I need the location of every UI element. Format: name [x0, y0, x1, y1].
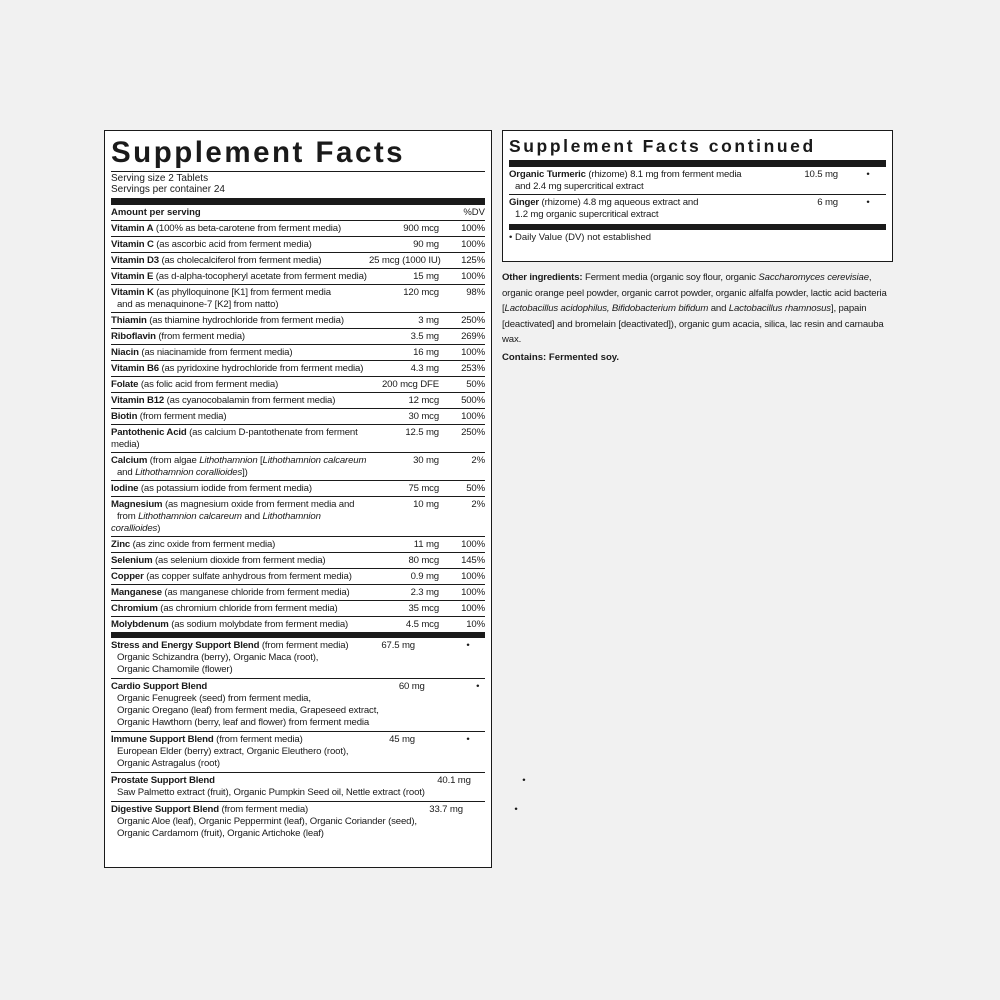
continued-desc: 1.2 mg organic supercritical extract: [515, 209, 659, 220]
nutrient-name: Vitamin A: [111, 223, 154, 234]
nutrient-desc: (100% as beta-carotene from ferment media): [155, 223, 342, 234]
mineral-list: [111, 537, 485, 633]
blend-row: [111, 802, 518, 842]
nutrient-name: Pantothenic Acid: [111, 427, 187, 438]
nutrient-row: [111, 253, 485, 269]
nutrient-amount: 900 mcg: [403, 223, 439, 234]
nutrient-name: Zinc: [111, 539, 131, 550]
nutrient-dv: 50%: [466, 483, 485, 494]
other-ingredients-text: and: [708, 303, 729, 315]
nutrient-cell: [111, 223, 369, 235]
nutrient-row: [111, 361, 485, 377]
nutrient-desc: (as pyridoxine hydrochloride from ferment media): [161, 363, 364, 374]
nutrient-name: Calcium: [111, 455, 148, 466]
nutrient-dv: 125%: [461, 255, 485, 266]
nutrient-amount: 0.9 mg: [410, 571, 439, 582]
continued-title: Supplement Facts continued: [509, 136, 816, 156]
nutrient-amount: 90 mg: [413, 239, 439, 250]
nutrient-desc: (as cholecalciferol from ferment media): [161, 255, 322, 266]
blend-dv: •: [514, 804, 518, 815]
nutrient-row: [111, 393, 485, 409]
blend-name: Stress and Energy Support Blend: [111, 640, 260, 651]
nutrient-amount: 11 mg: [413, 539, 439, 550]
nutrient-amount: 4.3 mg: [410, 363, 439, 374]
blend-amount: 45 mg: [389, 734, 415, 745]
continued-dv: •: [866, 197, 870, 208]
nutrient-dv: 100%: [461, 347, 485, 358]
nutrient-desc: [: [257, 455, 263, 466]
nutrient-name: Vitamin C: [111, 239, 154, 250]
continued-desc: (rhizome) 4.8 mg aqueous extract and: [541, 197, 699, 208]
nutrient-name: Iodine: [111, 483, 139, 494]
continued-name: Organic Turmeric: [509, 169, 586, 180]
nutrient-desc: (as copper sulfate anhydrous from ferment media): [146, 571, 352, 582]
nutrient-row: [111, 237, 485, 253]
nutrient-name: Vitamin D3: [111, 255, 159, 266]
other-ingredients-text: Lactobacillus acidophilus, Bifidobacterium bifidum: [504, 303, 709, 315]
blend-name: Immune Support Blend: [111, 734, 214, 745]
nutrient-desc: and: [241, 511, 263, 522]
nutrient-dv: 100%: [461, 239, 485, 250]
nutrient-dv: 250%: [461, 427, 485, 438]
nutrient-name: Thiamin: [111, 315, 147, 326]
nutrient-amount: 16 mg: [413, 347, 439, 358]
nutrient-amount: 120 mcg: [403, 287, 439, 298]
nutrient-name: Molybdenum: [111, 619, 169, 630]
blend-dv: •: [522, 775, 526, 786]
blend-ingredients: European Elder (berry) extract, Organic Eleuthero (root),: [117, 746, 349, 757]
nutrient-row-magnesium: [111, 497, 485, 537]
nutrient-desc: (as d-alpha-tocopheryl acetate from ferment media): [155, 271, 367, 282]
nutrient-desc: (as zinc oxide from ferment media): [132, 539, 276, 550]
nutrient-desc: (as selenium dioxide from ferment media): [154, 555, 326, 566]
nutrient-cell: [111, 315, 369, 327]
other-ingredients-text: , organic orange peel powder, organic carrot powder, organic alfalfa powder, lactic acid bacteria [: [502, 272, 887, 315]
nutrient-dv: 10%: [466, 619, 485, 630]
nutrient-desc: Lithothamnion corallioides: [135, 467, 243, 478]
nutrient-cell: [111, 331, 369, 343]
nutrient-name: Vitamin B6: [111, 363, 159, 374]
nutrient-cell: [111, 411, 369, 423]
dv-footnote: • Daily Value (DV) not established: [509, 232, 652, 243]
amount-per-serving-label: Amount per serving: [111, 207, 201, 218]
nutrient-row-iodine: [111, 481, 485, 497]
nutrient-name: Niacin: [111, 347, 139, 358]
other-ingredients: [502, 270, 894, 348]
nutrient-row: [111, 617, 485, 633]
nutrient-dv: 100%: [461, 271, 485, 282]
blend-ingredients: Organic Cardamom (fruit), Organic Artichoke (leaf): [117, 828, 324, 839]
nutrient-row: [111, 425, 485, 453]
nutrient-row-calcium: [111, 453, 485, 481]
other-ingredients-text: Ferment media (organic soy flour, organic: [582, 272, 759, 283]
nutrient-row: [111, 601, 485, 617]
continued-desc: (rhizome) 8.1 mg from ferment media: [588, 169, 742, 180]
nutrient-desc: Lithothamnion corallioides: [111, 511, 321, 534]
blend-desc: (from ferment media): [221, 804, 309, 815]
blend-dv: •: [466, 640, 470, 651]
supplement-facts-continued-panel: [502, 130, 893, 262]
continued-cell: [509, 169, 774, 193]
nutrient-desc: (as sodium molybdate from ferment media): [171, 619, 349, 630]
nutrient-cell: [111, 603, 369, 615]
blend-dv: •: [476, 681, 480, 692]
continued-list: [509, 167, 886, 222]
nutrient-desc: Lithothamnion calcareum: [262, 455, 367, 466]
nutrient-name: Biotin: [111, 411, 138, 422]
nutrient-list: [111, 221, 485, 453]
blend-ingredients: Organic Fenugreek (seed) from ferment media,: [117, 693, 311, 704]
nutrient-dv: 2%: [471, 499, 485, 510]
blend-ingredients: Saw Palmetto extract (fruit), Organic Pumpkin Seed oil, Nettle extract (root): [117, 787, 425, 798]
dv-header: %DV: [463, 207, 485, 218]
nutrient-dv: 250%: [461, 315, 485, 326]
blend-cell: [111, 681, 379, 729]
nutrient-cell: [111, 539, 369, 551]
nutrient-row: [111, 329, 485, 345]
nutrient-row: [111, 221, 485, 237]
contains-statement: Contains: Fermented soy.: [502, 352, 620, 363]
continued-amount: 10.5 mg: [804, 169, 838, 180]
blend-amount: 40.1 mg: [437, 775, 471, 786]
nutrient-row: [111, 285, 485, 313]
nutrient-amount: 15 mg: [413, 271, 439, 282]
continued-dv: •: [866, 169, 870, 180]
nutrient-desc: Lithothamnion: [199, 455, 258, 466]
nutrient-amount: 200 mcg DFE: [382, 379, 439, 390]
nutrient-amount: 80 mcg: [408, 555, 439, 566]
nutrient-desc: (as calcium D-pantothenate from ferment media): [111, 427, 358, 450]
blend-amount: 60 mg: [398, 681, 425, 692]
nutrient-cell: [111, 587, 369, 599]
nutrient-row: [111, 553, 485, 569]
nutrient-amount: 12.5 mg: [405, 427, 439, 438]
blend-cell: [111, 775, 425, 799]
nutrient-dv: 98%: [466, 287, 485, 298]
nutrient-desc: (as folic acid from ferment media): [140, 379, 279, 390]
continued-row: [509, 167, 886, 195]
nutrient-desc: (as phylloquinone [K1] from ferment media: [156, 287, 331, 298]
nutrient-cell: [111, 379, 369, 391]
nutrient-amount: 30 mcg: [408, 411, 439, 422]
nutrient-row: [111, 313, 485, 329]
nutrient-name: Vitamin B12: [111, 395, 165, 406]
nutrient-name: Magnesium: [111, 499, 163, 510]
nutrient-amount: 12 mcg: [408, 395, 439, 406]
serving-size: Serving size 2 Tablets: [111, 173, 209, 184]
nutrient-desc: and as menaquinone-7 [K2] from natto): [117, 299, 279, 310]
nutrient-row: [111, 269, 485, 285]
nutrient-amount: 3 mg: [418, 315, 439, 326]
nutrient-row: [111, 409, 485, 425]
blend-ingredients: Organic Aloe (leaf), Organic Peppermint (leaf), Organic Coriander (seed),: [117, 816, 417, 827]
nutrient-dv: 100%: [461, 223, 485, 234]
nutrient-cell: [111, 619, 369, 631]
nutrient-dv: 100%: [461, 571, 485, 582]
blend-desc: (from ferment media): [261, 640, 349, 651]
blend-ingredients: Organic Astragalus (root): [117, 758, 220, 769]
other-ingredients-text: ], papain [deactivated] and bromelain [deactivated]), organic gum acacia, silica, lac resin and carnauba wax.: [502, 303, 884, 346]
nutrient-dv: 100%: [461, 539, 485, 550]
continued-desc: and 2.4 mg supercritical extract: [515, 181, 644, 192]
nutrient-cell: [111, 271, 369, 283]
nutrient-dv: 50%: [466, 379, 485, 390]
blend-ingredients: Organic Chamomile (flower): [117, 664, 233, 675]
blend-cell: [111, 640, 369, 676]
nutrient-desc: (from ferment media): [158, 331, 245, 342]
nutrient-amount: 25 mcg (1000 IU): [369, 255, 441, 266]
nutrient-cell: [111, 347, 369, 359]
nutrient-cell: [111, 555, 369, 567]
nutrient-amount: 30 mg: [413, 455, 439, 466]
blend-ingredients: Organic Oregano (leaf) from ferment media, Grapeseed extract,: [117, 705, 379, 716]
nutrient-amount: 10 mg: [413, 499, 439, 510]
nutrient-dv: 500%: [461, 395, 485, 406]
other-ingredients-text: Lactobacillus rhamnosus: [728, 303, 831, 315]
blend-name: Prostate Support Blend: [111, 775, 215, 786]
nutrient-amount: 3.5 mg: [410, 331, 439, 342]
nutrient-desc: (as potassium iodide from ferment media): [140, 483, 312, 494]
nutrient-cell: [111, 427, 369, 451]
nutrient-desc: from: [117, 511, 139, 522]
nutrient-amount: 35 mcg: [408, 603, 439, 614]
nutrient-dv: 145%: [461, 555, 485, 566]
nutrient-cell: [111, 255, 369, 267]
blend-row: [111, 732, 485, 773]
nutrient-dv: 100%: [461, 587, 485, 598]
nutrient-desc: ]): [242, 467, 248, 478]
nutrient-desc: (as cyanocobalamin from ferment media): [166, 395, 336, 406]
nutrient-desc: (from ferment media): [139, 411, 227, 422]
nutrient-cell: [111, 571, 369, 583]
continued-amount: 6 mg: [817, 197, 838, 208]
blend-amount: 33.7 mg: [429, 804, 463, 815]
continued-name: Ginger: [509, 197, 540, 208]
servings-per-container: Servings per container 24: [111, 184, 225, 195]
nutrient-name: Folate: [111, 379, 139, 390]
nutrient-dv: 100%: [461, 411, 485, 422]
nutrient-amount: 2.3 mg: [410, 587, 439, 598]
blend-cell: [111, 734, 369, 770]
blend-list: [111, 638, 526, 842]
nutrient-desc: (as manganese chloride from ferment media): [164, 587, 350, 598]
nutrient-name: Vitamin E: [111, 271, 154, 282]
nutrient-amount: 75 mcg: [408, 483, 439, 494]
nutrient-desc: (as ascorbic acid from ferment media): [156, 239, 312, 250]
nutrient-dv: 100%: [461, 603, 485, 614]
nutrient-desc: (as thiamine hydrochloride from ferment media): [149, 315, 344, 326]
nutrient-row: [111, 537, 485, 553]
nutrient-desc: (as niacinamide from ferment media): [141, 347, 293, 358]
panel-title: Supplement Facts: [111, 136, 406, 169]
amount-header: [111, 205, 485, 220]
blend-row: [111, 773, 526, 802]
nutrient-name: Vitamin K: [111, 287, 154, 298]
nutrient-desc: ): [157, 523, 161, 534]
blend-name: Cardio Support Blend: [111, 681, 208, 692]
nutrient-desc: (as magnesium oxide from ferment media and: [164, 499, 355, 510]
nutrient-dv: 253%: [461, 363, 485, 374]
nutrient-cell: [111, 239, 369, 251]
nutrient-cell: [111, 287, 369, 311]
nutrient-name: Copper: [111, 571, 144, 582]
blend-cell: [111, 804, 417, 840]
continued-row: [509, 195, 886, 222]
nutrient-desc: (from algae: [149, 455, 200, 466]
nutrient-row: [111, 585, 485, 601]
continued-cell: [509, 197, 774, 221]
other-ingredients-text: Saccharomyces cerevisiae: [758, 272, 869, 283]
nutrient-desc: Lithothamnion calcareum: [138, 511, 242, 522]
blend-ingredients: Organic Schizandra (berry), Organic Maca (root),: [117, 652, 319, 663]
nutrient-name: Riboflavin: [111, 331, 156, 342]
nutrient-name: Manganese: [111, 587, 162, 598]
blend-amount: 67.5 mg: [381, 640, 415, 651]
nutrient-desc: and: [117, 467, 136, 478]
blend-ingredients: Organic Hawthorn (berry, leaf and flower) from ferment media: [117, 717, 370, 728]
blend-row: [111, 638, 485, 679]
nutrient-name: Selenium: [111, 555, 153, 566]
blend-name: Digestive Support Blend: [111, 804, 219, 815]
nutrient-row: [111, 345, 485, 361]
blend-row: [111, 679, 485, 732]
nutrient-name: Chromium: [111, 603, 158, 614]
nutrient-row: [111, 377, 485, 393]
nutrient-cell: [111, 395, 369, 407]
blend-desc: (from ferment media): [216, 734, 303, 745]
nutrient-desc: (as chromium chloride from ferment media): [160, 603, 338, 614]
nutrient-dv: 2%: [471, 455, 485, 466]
blend-dv: •: [466, 734, 470, 745]
nutrient-amount: 4.5 mcg: [405, 619, 439, 630]
nutrient-dv: 269%: [461, 331, 485, 342]
nutrient-row: [111, 569, 485, 585]
nutrient-cell: [111, 363, 369, 375]
other-ingredients-label: Other ingredients:: [502, 272, 583, 283]
